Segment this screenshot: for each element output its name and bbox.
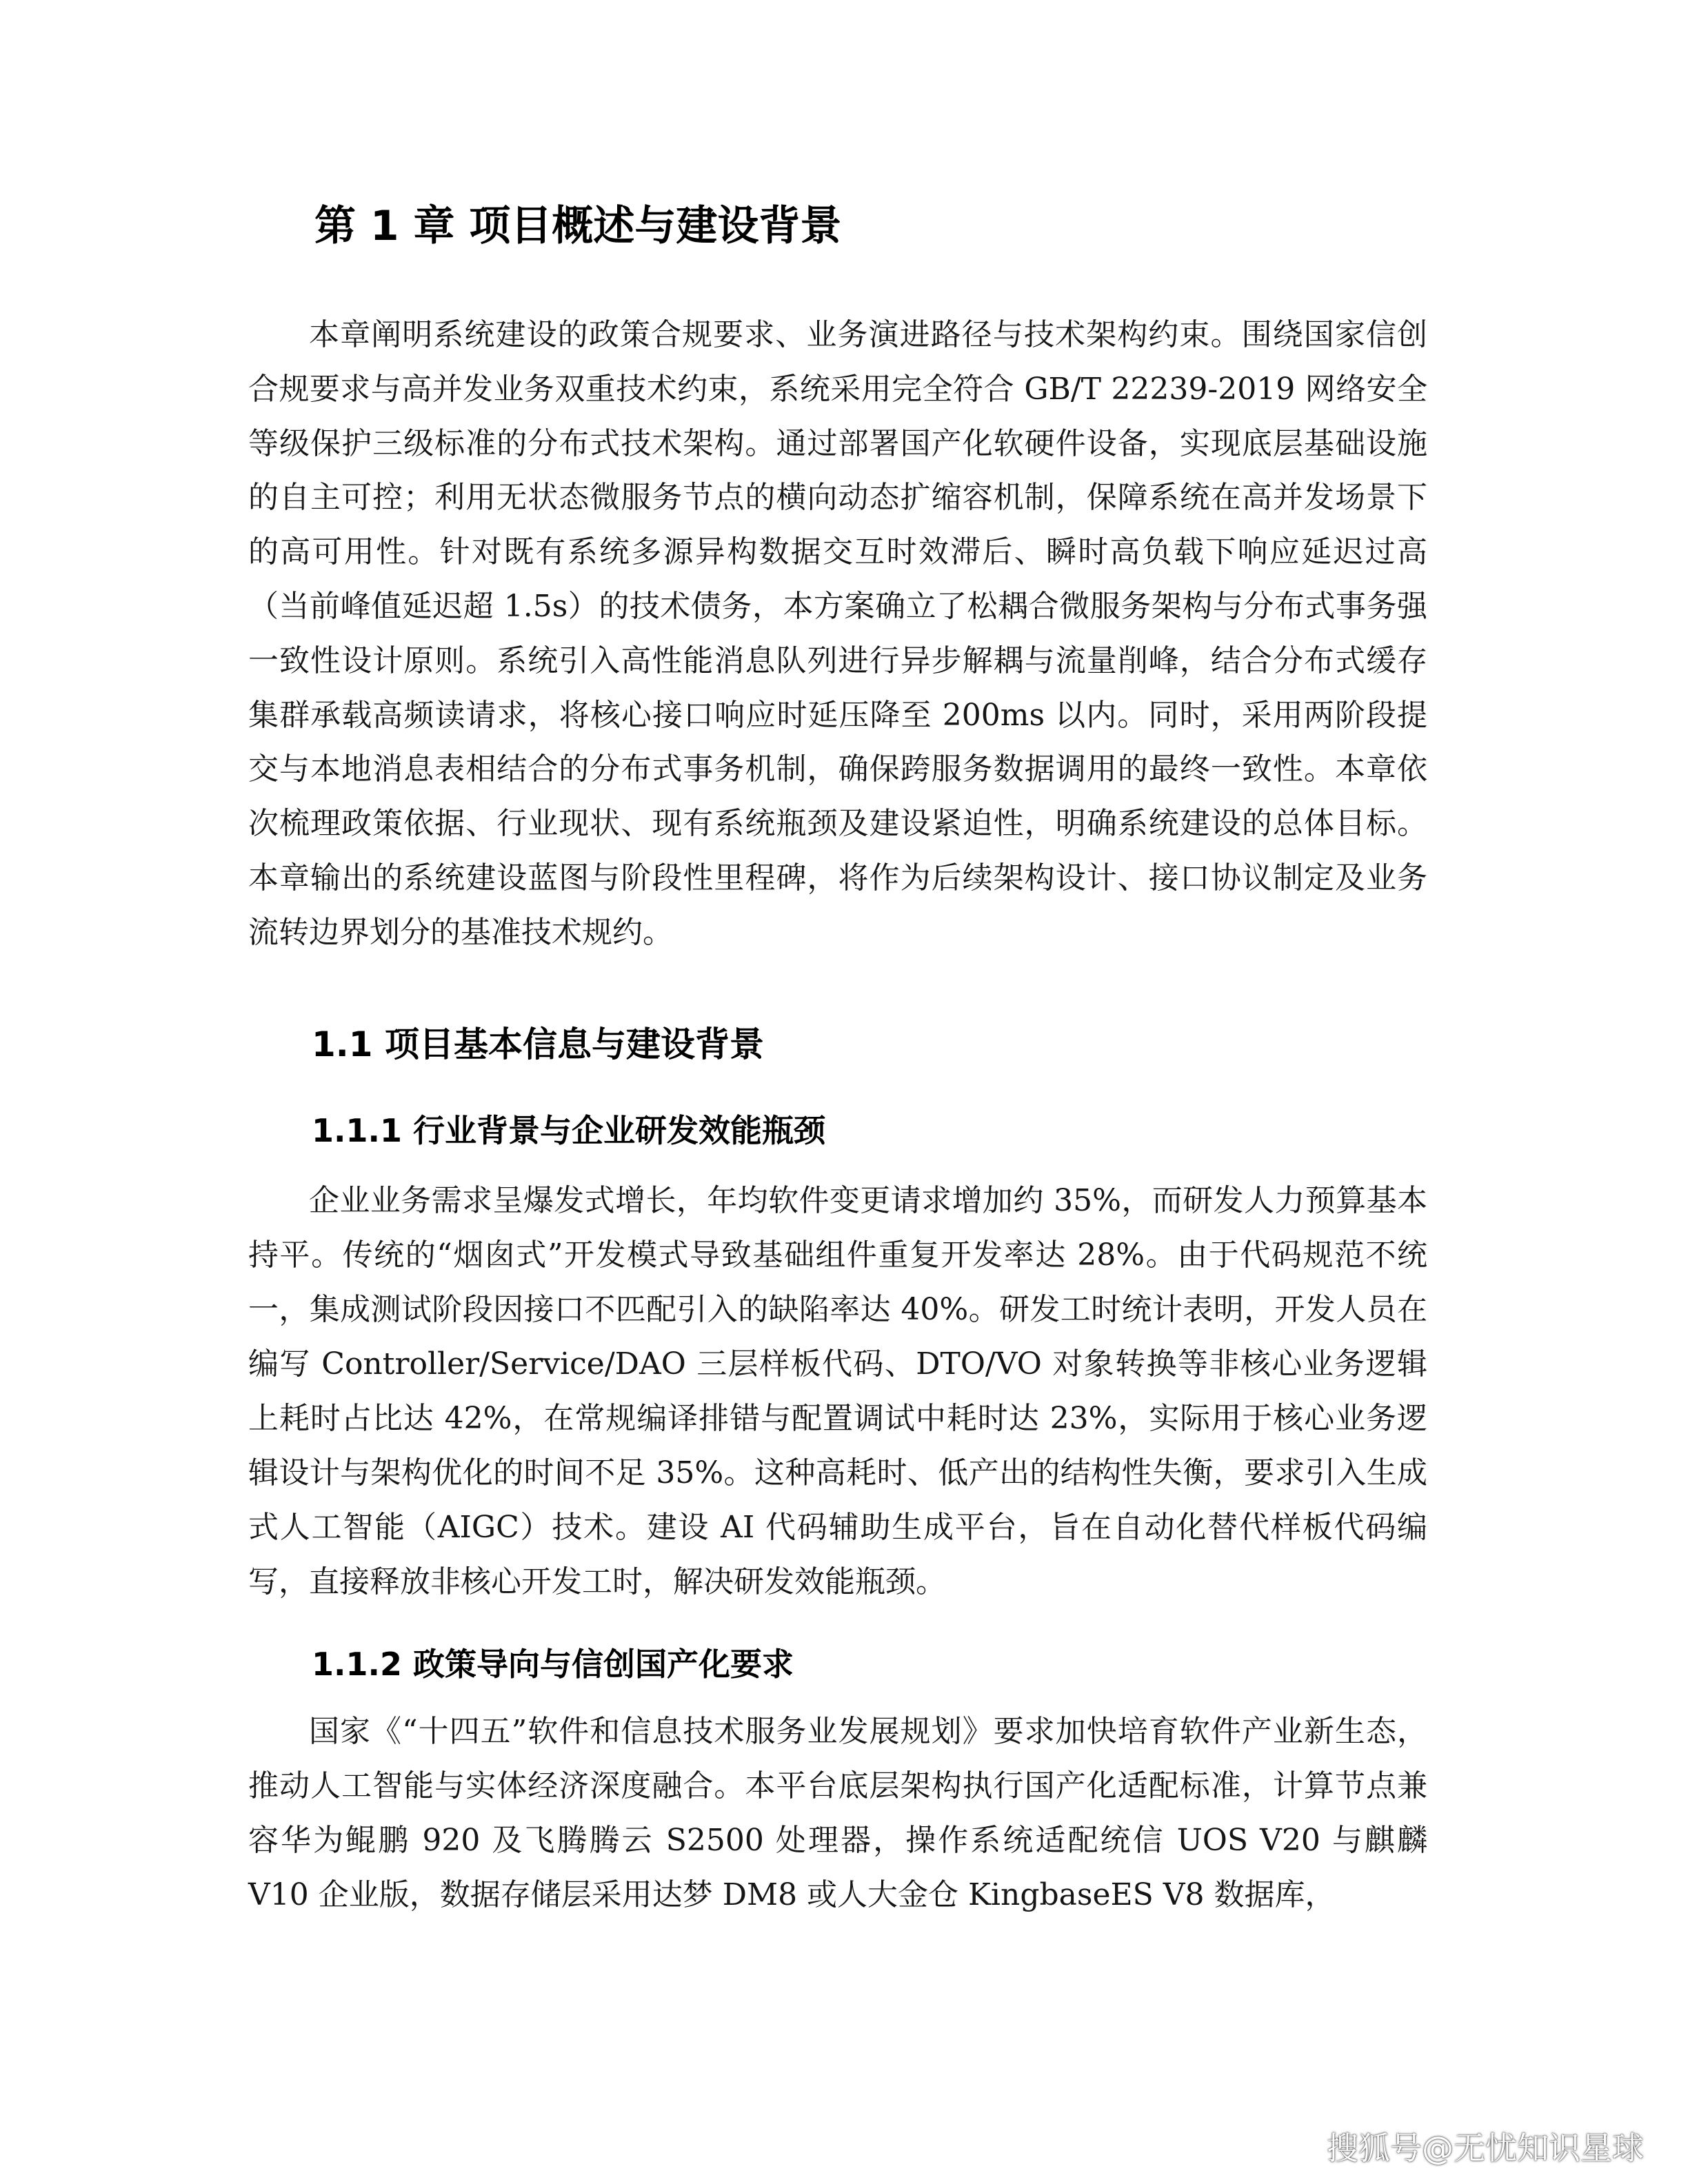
chapter-intro-paragraph: 本章阐明系统建设的政策合规要求、业务演进路径与技术架构约束。围绕国家信创合规要求与高并发业务双重技术约束，系统采用完全符合 GB/T 22239-2019 网络安全等级保护三级标准的分布式技术架构。通过部署国产化软硬件设备，实现底层基础设施的自主可控；利用无状态微服务节点的横向动态扩缩容机制，保障系统在高并发场景下的高可用性。针对既有系统多源异构数据交互时效滞后、瞬时高负载下响应延迟过高（当前峰值延迟超 1.5s）的技术债务，本方案确立了松耦合微服务架构与分布式事务强一致性设计原则。系统引入高性能消息队列进行异步解耦与流量削峰，结合分布式缓存集群承载高频读请求，将核心接口响应时延压降至 200ms 以内。同时，采用两阶段提交与本地消息表相结合的分布式事务机制，确保跨服务数据调用的最终一致性。本章依次梳理政策依据、行业现状、现有系统瓶颈及建设紧迫性，明确系统建设的总体目标。本章输出的系统建设蓝图与阶段性里程碑，将作为后续架构设计、接口协议制定及业务流转边界划分的基准技术规约。 (248, 317, 1427, 950)
chapter-title: 第 1 章 项目概述与建设背景 (314, 202, 842, 250)
source-watermark: 搜狐号@无忧知识星球 (1327, 2130, 1644, 2167)
section-1-1-2-paragraph: 国家《“十四五”软件和信息技术服务业发展规划》要求加快培育软件产业新生态，推动人工智能与实体经济深度融合。本平台底层架构执行国产化适配标准，计算节点兼容华为鲲鹏 920 及飞腾腾云 S2500 处理器，操作系统适配统信 UOS V20 与麒麟 V10 企业版，数据存储层采用达梦 DM8 或人大金仓 KingbaseES V8 数据库， (248, 1714, 1427, 1912)
section-1-1-1-paragraph: 企业业务需求呈爆发式增长，年均软件变更请求增加约 35%，而研发人力预算基本持平。传统的“烟囱式”开发模式导致基础组件重复开发率达 28%。由于代码规范不统一，集成测试阶段因接口不匹配引入的缺陷率达 40%。研发工时统计表明，开发人员在编写 Controller/Service/DAO 三层样板代码、DTO/VO 对象转换等非核心业务逻辑上耗时占比达 42%，在常规编译排错与配置调试中耗时达 23%，实际用于核心业务逻辑设计与架构优化的时间不足 35%。这种高耗时、低产出的结构性失衡，要求引入生成式人工智能（AIGC）技术。建设 AI 代码辅助生成平台，旨在自动化替代样板代码编写，直接释放非核心开发工时，解决研发效能瓶颈。 (248, 1183, 1427, 1599)
section-1-1-1-heading: 1.1.1 行业背景与企业研发效能瓶颈 (312, 1112, 825, 1149)
section-1-1-2-heading: 1.1.2 政策导向与信创国产化要求 (312, 1646, 794, 1683)
section-1-1-heading: 1.1 项目基本信息与建设背景 (312, 1024, 764, 1064)
